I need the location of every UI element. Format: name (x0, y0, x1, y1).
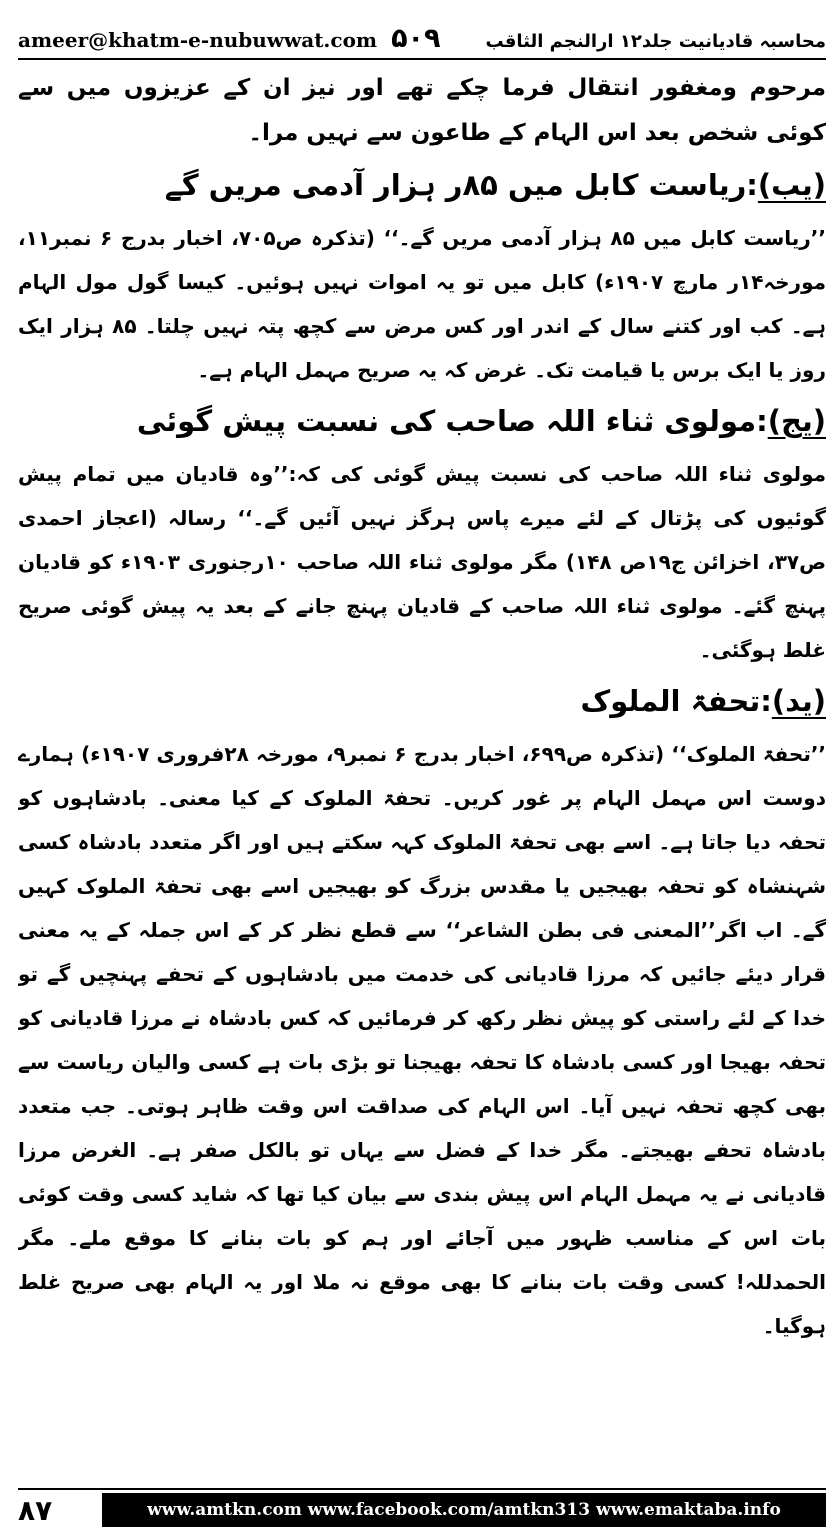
header-page-number: ۵۰۹ (391, 23, 441, 54)
section-heading-kabul (18, 158, 826, 212)
section-title: :تحفۃ الملوک (580, 684, 772, 718)
section-heading-sanaullah (18, 394, 826, 448)
section-paragraph: ’’ریاست کابل میں ۸۵ ہزار آدمی مریں گے۔‘‘ (تذکرہ ص۷۰۵، اخبار بدرج ۶ نمبر۱۱، مورخہ۱۴ر مارچ ۱۹۰۷ء) کابل میں تو یہ اموات نہیں ہوئیں۔ کیسا گول مول الہام ہے۔ کب اور کتنے سال کے اندر اور کس مرض سے کچھ پتہ نہیں چلتا۔ ۸۵ ہزار ایک روز یا ایک برس یا قیامت تک۔ غرض کہ یہ صریح مہمل الہام ہے۔ (18, 226, 826, 382)
section-label: (ید) (771, 684, 826, 718)
footer-page-number: ۸۷ (18, 1493, 53, 1527)
page-content (18, 66, 826, 1458)
intro-paragraph: مرحوم ومغفور انتقال فرما چکے تھے اور نیز ان کے عزیزوں میں سے کوئی شخص بعد اس الہام کے طاعون سے نہیں مرا۔ (18, 75, 826, 146)
section-label: (یب) (757, 168, 826, 202)
header-email: ameer@khatm-e-nubuwwat.com (18, 28, 378, 52)
page-footer (18, 1488, 826, 1530)
page-header (18, 12, 826, 60)
section-title: :ریاست کابل میں ۸۵ر ہزار آدمی مریں گے (164, 168, 758, 202)
footer-website-links: www.amtkn.com www.facebook.com/amtkn313 www.emaktaba.info (102, 1493, 826, 1527)
section-heading-tuhfat-ul-muluk (18, 674, 826, 728)
section-title: :مولوی ثناء اللہ صاحب کی نسبت پیش گوئی (136, 404, 768, 438)
section-label: (یج) (767, 404, 826, 438)
header-book-title: محاسبہ قادیانیت جلد۱۲ ارالنجم الثاقب (485, 31, 826, 52)
header-left (18, 25, 441, 58)
section-paragraph: ’’تحفۃ الملوک‘‘ (تذکرہ ص۶۹۹، اخبار بدرج ۶ نمبر۹، مورخہ ۲۸فروری ۱۹۰۷ء) ہمارے دوست اس مہمل الہام پر غور کریں۔ تحفۃ الملوک کے کیا معنی۔ بادشاہوں کو تحفہ دیا جاتا ہے۔ اسے بھی تحفۃ الملوک کہہ سکتے ہیں اور اگر متعدد بادشاہ کسی شہنشاہ کو تحفہ بھیجیں یا مقدس بزرگ کو بھیجیں اسے بھی تحفۃ الملوک کہیں گے۔ اب اگر’’المعنی فی بطن الشاعر‘‘ سے قطع نظر کر کے اس جملہ کے یہ معنی قرار دیئے جائیں کہ مرزا قادیانی کی خدمت میں بادشاہوں کے تحفے پہنچیں گے تو خدا کے لئے راستی کو پیش نظر رکھ کر فرمائیں کہ کس بادشاہ نے مرزا قادیانی کو تحفہ بھیجا اور کسی بادشاہ کا تحفہ بھیجنا تو بڑی بات ہے کسی والیان ریاست سے بھی کچھ تحفہ نہیں آیا۔ اس الہام کی صداقت اس وقت ظاہر ہوتی۔ جب متعدد بادشاہ تحفے بھیجتے۔ مگر خدا کے فضل سے یہاں تو بالکل صفر ہے۔ الغرض مرزا قادیانی نے یہ مہمل الہام اس پیش بندی سے بیان کیا تھا کہ شاید کسی وقت کوئی بات اس کے مناسب ظہور میں آجائے اور ہم کو بات بنانے کا موقع ملے۔ مگر الحمدللہ! کسی وقت بات بنانے کا بھی موقع نہ ملا اور یہ الہام بھی صریح غلط ہوگیا۔ (18, 742, 826, 1338)
section-paragraph: مولوی ثناء اللہ صاحب کی نسبت پیش گوئی کی کہ:’’وہ قادیان میں تمام پیش گوئیوں کی پڑتال کے لئے میرے پاس ہرگز نہیں آئیں گے۔‘‘ رسالہ (اعجاز احمدی ص۳۷، اخزائن ج۱۹ص ۱۴۸) مگر مولوی ثناء اللہ صاحب ۱۰رجنوری ۱۹۰۳ء کو قادیان پہنچ گئے۔ مولوی ثناء اللہ صاحب کے قادیان پہنچ جانے کے بعد یہ پیش گوئی صریح غلط ہوگئی۔ (18, 462, 826, 662)
